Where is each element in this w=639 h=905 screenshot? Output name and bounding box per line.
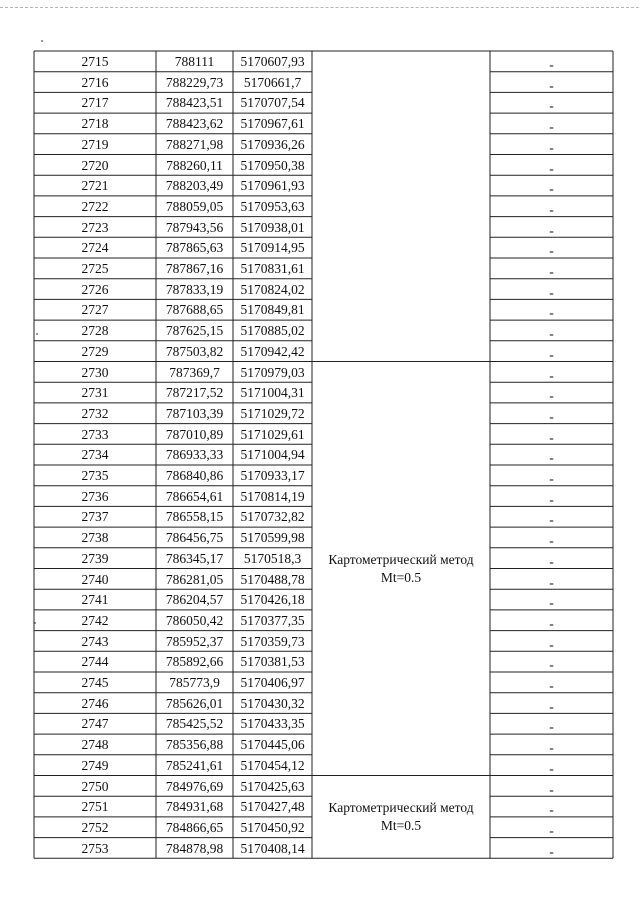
coord-x-cell: 787503,82 [165,343,224,359]
coord-x-cell: 787625,15 [165,323,224,339]
point-number-cell: 2748 [81,737,109,753]
value-cell: - [549,388,554,404]
value-cell: - [549,491,554,507]
coord-y-cell: 5170942,42 [240,343,305,359]
point-number-cell: 2716 [81,74,109,90]
coord-x-cell: 787865,63 [165,240,224,256]
value-cell: - [549,781,554,797]
point-number-cell: 2751 [81,799,109,815]
coord-x-cell: 787217,52 [165,385,224,401]
coord-x-cell: 785425,52 [165,716,224,732]
coord-y-cell: 5170938,01 [240,219,305,235]
point-number-cell: 2740 [81,571,109,587]
coord-y-cell: 5170450,92 [240,819,305,835]
value-cell: - [549,822,554,838]
point-number-cell: 2741 [81,592,109,608]
coord-y-cell: 5171004,31 [240,385,305,401]
method-accuracy: Mt=0.5 [380,569,422,585]
point-number-cell: 2719 [81,136,109,152]
method-cell [312,551,490,587]
coord-y-cell: 5170430,32 [240,695,305,711]
value-cell: - [549,243,554,259]
coord-x-cell: 785626,01 [165,695,224,711]
value-cell: - [549,533,554,549]
coord-x-cell: 786933,33 [165,447,224,463]
value-cell: - [549,305,554,321]
value-cell: - [549,222,554,238]
coord-y-cell: 5170831,61 [240,261,305,276]
coord-y-cell: 5170814,19 [240,488,305,504]
coord-x-cell: 788423,62 [165,116,224,132]
point-number-cell: 2747 [81,716,109,732]
value-cell: - [549,326,554,342]
coord-y-cell: 5170607,93 [240,54,305,69]
coord-y-cell: 5170914,95 [240,240,305,256]
coord-x-cell: 788260,11 [166,157,223,173]
coord-y-cell: 5170885,02 [240,323,305,339]
point-number-cell: 2720 [81,157,109,173]
value-cell: - [549,119,554,135]
coord-x-cell: 784878,98 [165,840,224,856]
coord-y-cell: 5170707,54 [240,95,305,111]
value-cell: - [549,553,554,569]
coord-y-cell: 5170359,73 [240,633,305,649]
value-cell: - [549,160,554,176]
coord-y-cell: 5170950,38 [240,157,305,173]
value-cell: - [549,284,554,300]
value-cell: - [549,450,554,466]
coord-x-cell: 784976,69 [165,778,224,794]
value-cell: - [549,57,554,72]
coord-y-cell: 5170961,93 [240,178,305,194]
point-number-cell: 2728 [81,323,109,339]
point-number-cell: 2727 [81,302,109,318]
value-cell: - [549,657,554,673]
coord-x-cell: 787833,19 [165,281,224,297]
coord-x-cell: 788423,51 [165,95,224,111]
coord-y-cell: 5170849,81 [240,302,305,318]
value-cell: - [549,471,554,486]
coord-x-cell: 785773,9 [169,675,220,690]
point-number-cell: 2725 [81,261,109,276]
coord-y-cell: 5170408,14 [240,840,305,856]
point-number-cell: 2738 [81,530,109,546]
value-cell: - [549,512,554,528]
coord-x-cell: 786281,05 [165,571,224,587]
coord-x-cell: 785952,37 [165,633,224,649]
value-cell: - [549,802,554,818]
point-number-cell: 2722 [81,198,109,214]
coord-x-cell: 785356,88 [165,737,224,753]
value-cell: - [549,346,554,362]
point-number-cell: 2723 [81,219,109,235]
coord-y-cell: 5170933,17 [240,468,305,483]
coord-y-cell: 5170488,78 [240,571,305,587]
point-number-cell: 2724 [81,240,109,256]
value-cell: - [549,595,554,611]
point-number-cell: 2750 [81,778,109,794]
point-number-cell: 2746 [81,695,109,711]
value-cell: - [549,719,554,735]
point-number-cell: 2721 [81,178,109,194]
value-cell: - [549,678,554,693]
coord-y-cell: 5170454,12 [240,757,305,773]
method-cell [312,799,490,835]
value-cell: - [549,698,554,714]
point-number-cell: 2731 [81,385,109,401]
coord-y-cell: 5170377,35 [240,612,305,628]
coord-x-cell: 788271,98 [165,136,224,152]
value-cell: - [549,201,554,217]
point-number-cell: 2733 [81,426,109,442]
point-number-cell: 2726 [81,281,109,297]
value-cell: - [549,98,554,114]
coord-x-cell: 785241,61 [165,757,224,773]
point-number-cell: 2736 [81,488,109,504]
point-number-cell: 2734 [81,447,109,463]
coord-y-cell: 5170433,35 [240,716,305,732]
coord-x-cell: 786840,86 [165,468,224,483]
value-cell: - [549,636,554,652]
point-number-cell: 2735 [81,468,109,483]
value-cell: - [549,615,554,631]
coord-y-cell: 5170426,18 [240,592,305,608]
method-name: Картометрический метод [328,551,474,567]
method-accuracy: Mt=0.5 [380,817,422,833]
value-cell: - [549,139,554,155]
value-cell: - [549,408,554,424]
value-cell: - [549,367,554,383]
coord-x-cell: 787943,56 [165,219,224,235]
point-number-cell: 2730 [81,364,109,380]
coord-y-cell: 5170967,61 [240,116,305,132]
point-number-cell: 2745 [81,675,109,690]
coord-y-cell: 5170445,06 [240,737,305,753]
coord-y-cell: 5170953,63 [240,198,305,214]
coord-x-cell: 784931,68 [165,799,224,815]
coord-x-cell: 786654,61 [165,488,224,504]
value-cell: - [549,264,554,279]
coord-x-cell: 787010,89 [165,426,224,442]
point-number-cell: 2715 [81,54,109,69]
value-cell: - [549,574,554,590]
coord-y-cell: 5170661,7 [243,74,302,90]
value-cell: - [549,760,554,776]
coord-y-cell: 5170936,26 [240,136,305,152]
coord-y-cell: 5170406,97 [240,675,305,690]
coord-x-cell: 787103,39 [165,405,224,421]
coord-y-cell: 5170381,53 [240,654,305,670]
point-number-cell: 2744 [81,654,109,670]
coord-y-cell: 5171029,61 [240,426,305,442]
point-number-cell: 2717 [81,95,109,111]
coord-x-cell: 788229,73 [165,74,224,90]
method-name: Картометрический метод [328,799,474,815]
coord-x-cell: 786456,75 [165,530,224,546]
point-number-cell: 2737 [81,509,109,525]
coord-y-cell: 5171029,72 [240,405,305,421]
value-cell: - [549,429,554,445]
coord-y-cell: 5170979,03 [240,364,305,380]
coord-x-cell: 787867,16 [165,261,224,276]
point-number-cell: 2739 [81,550,109,566]
coord-x-cell: 786345,17 [165,550,224,566]
value-cell: - [549,77,554,93]
coord-x-cell: 785892,66 [165,654,224,670]
coord-x-cell: 786050,42 [165,612,224,628]
value-cell: - [549,843,554,859]
coord-x-cell: 787369,7 [169,364,220,380]
coord-x-cell: 786204,57 [165,592,224,608]
coord-x-cell: 788111 [174,54,215,69]
value-cell: - [549,740,554,756]
point-number-cell: 2749 [81,757,109,773]
coord-x-cell: 787688,65 [165,302,224,318]
point-number-cell: 2753 [81,840,109,856]
coord-y-cell: 5170518,3 [243,550,302,566]
coord-y-cell: 5170425,63 [240,778,305,794]
coord-x-cell: 788203,49 [165,178,224,194]
point-number-cell: 2732 [81,405,109,421]
point-number-cell: 2752 [81,819,109,835]
point-number-cell: 2743 [81,633,109,649]
coord-y-cell: 5170427,48 [240,799,305,815]
value-cell: - [549,181,554,197]
coord-x-cell: 786558,15 [165,509,224,525]
coord-x-cell: 784866,65 [165,819,224,835]
coord-y-cell: 5171004,94 [240,447,305,463]
coord-x-cell: 788059,05 [165,198,224,214]
point-number-cell: 2718 [81,116,109,132]
coord-y-cell: 5170824,02 [240,281,305,297]
point-number-cell: 2742 [81,612,109,628]
point-number-cell: 2729 [81,343,109,359]
coord-y-cell: 5170732,82 [240,509,305,525]
coord-y-cell: 5170599,98 [240,530,305,546]
